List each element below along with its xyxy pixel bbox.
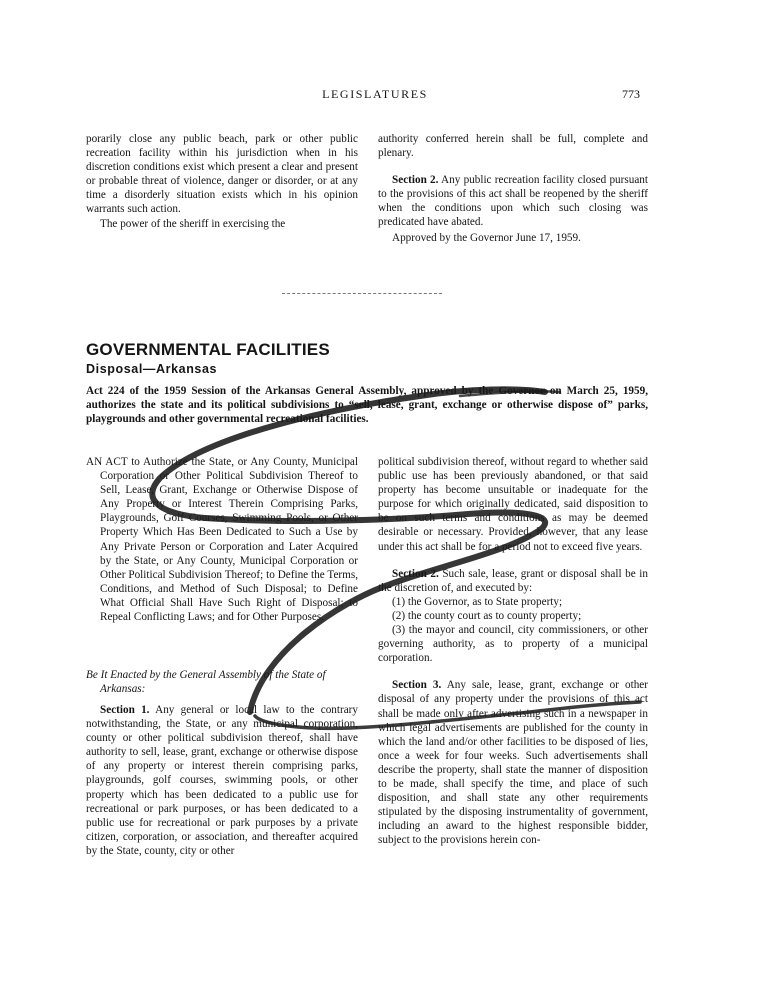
bottom-right-column bbox=[378, 455, 648, 847]
section-body: Any public recreation facility closed pursuant to the provisions of this act shall be reopened by the sheriff when the conditions upon which such closing was predicated have abated. bbox=[378, 174, 648, 229]
approval-line: Approved by the Governor June 17, 1959. bbox=[392, 231, 581, 244]
section-title: GOVERNMENTAL FACILITIES bbox=[86, 340, 330, 359]
section-2-paragraph bbox=[378, 567, 648, 595]
summary-paragraph: Act 224 of the 1959 Session of the Arkansas General Assembly, approved by the Governor on March 25, 1959, authorizes the state and its political subdivisions to “sell, lease, grant, exchange or otherwise dispose of” parks, playgrounds and other governmental recreational facilities. bbox=[86, 385, 648, 426]
paragraph: The power of the sheriff in exercising the bbox=[100, 217, 286, 230]
section-heading: Section 2. bbox=[392, 174, 439, 187]
paragraph: political subdivision thereof, without regard to whether said public use has been previously abandoned, or that said property has become unsuitable or inadequate for the purpose for which originally dedicated, said disposition to be on such terms and conditions as may be deemed desirable or necessary. Provided, however, that any lease under this act shall be for a period not to exceed five years. bbox=[378, 456, 648, 553]
separator-rule bbox=[282, 293, 442, 294]
section-2-paragraph bbox=[378, 173, 648, 229]
running-header-title: LEGISLATURES bbox=[322, 87, 428, 101]
paragraph: porarily close any public beach, park or other public recreation facility within his jurisdiction when in his discretion conditions exist which present a clear and present or probable threat of violence, danger or disorder, or at any time a disorderly situation exists which in his opinion warrants such action. bbox=[86, 133, 358, 216]
top-right-column bbox=[378, 132, 648, 245]
section-subtitle: Disposal—Arkansas bbox=[86, 362, 218, 376]
section-1-paragraph bbox=[86, 703, 358, 858]
section-heading: Section 1. bbox=[100, 704, 150, 716]
list-item: (1) the Governor, as to State property; bbox=[392, 595, 563, 608]
paragraph: authority conferred herein shall be full, complete and plenary. bbox=[378, 133, 648, 160]
section-heading: Section 3. bbox=[392, 679, 442, 692]
section-body: Such sale, lease, grant or disposal shall be in the discretion of, and executed by: bbox=[378, 567, 648, 594]
list-item: (2) the county court as to county property; bbox=[392, 609, 582, 622]
list-item: (3) the mayor and council, city commissioners, or other governing authority, as to property of a municipal corporation. bbox=[378, 624, 648, 665]
act-title: AN ACT to Authorize the State, or Any County, Municipal Corporation or Other Political Subdivision Thereof to Sell, Lease, Grant, Exchange or Otherwise Dispose of Any Property or Interest Therein Comprising Parks, Playgrounds, Golf Courses, Swimming Pools, or Other Property Which Has Been Dedicated to Such a Use by Any Private Person or Corporation and Later Acquired by the State, or Any County, Municipal Corporation or Other Political Subdivision Thereof; to Define the Terms, Conditions, and Method of Such Disposal; to Define What Official Shall Have Such Right of Disposal; to Repeal Conflicting Laws; and for Other Purposes. bbox=[86, 456, 358, 624]
section-body: Any sale, lease, grant, exchange or other disposal of any property under the provisions of this act shall be made only after advertising such in a newspaper in which legal advertisements are published for the county in which the land and/or other facilities to be disposed of lies, once a week for four weeks. Such advertisements shall describe the property, shall state the manner of disposition to be made, shall specify the time, and place of such disposition, and shall state any other requirements stipulated by the disposing instrumentality of government, including an award to the highest responsible bidder, subject to the provisions herein con- bbox=[378, 679, 648, 847]
section-3-paragraph bbox=[378, 678, 648, 847]
page-number: 773 bbox=[622, 87, 640, 101]
section-heading: Section 2. bbox=[392, 567, 439, 580]
section-1-column bbox=[86, 703, 358, 858]
top-left-column bbox=[86, 132, 358, 231]
section-body: Any general or local law to the contrary notwithstanding, the State, or any municipal corporation, county or other political subdivision thereof, shall have authority to sell, lease, grant, exchange or otherwise dispose of any property or interest therein comprising parks, playgrounds, golf courses, swimming pools, or other property which has been dedicated to a public use for recreational or park purposes, or has been dedicated to a public use for recreational or park purposes by a private citizen, corporation, or association, and thereafter acquired by the State, county, city or other bbox=[86, 704, 359, 857]
enacting-clause: Be It Enacted by the General Assembly of the State of Arkansas: bbox=[86, 669, 326, 696]
